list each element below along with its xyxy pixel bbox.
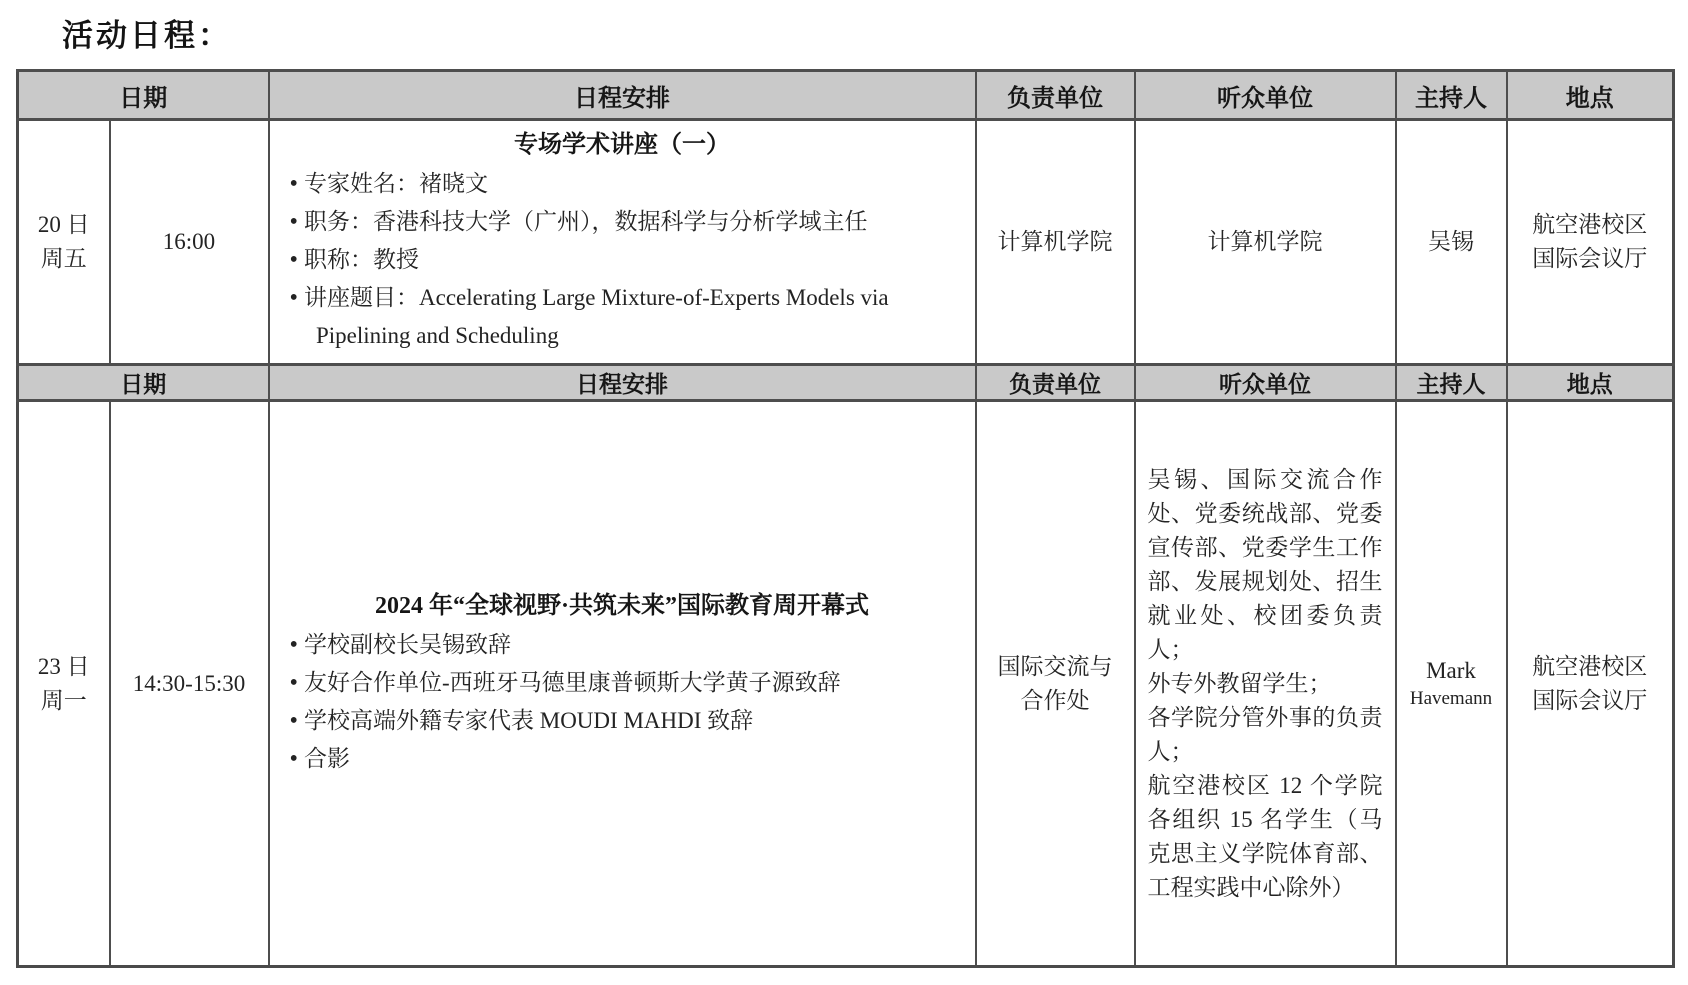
time-cell	[110, 120, 269, 365]
header-location: 地点	[1507, 365, 1674, 401]
schedule-list	[286, 626, 959, 778]
header-schedule: 日程安排	[269, 71, 976, 120]
schedule-item: • 学校副校长吴锡致辞	[290, 626, 959, 664]
host-name: 吴锡	[1428, 229, 1474, 254]
schedule-cell	[269, 401, 976, 967]
header-location: 地点	[1507, 71, 1674, 120]
header-date: 日期	[18, 365, 269, 401]
header-responsible: 负责单位	[976, 365, 1135, 401]
responsible-cell	[976, 401, 1135, 967]
schedule-item: • 职称：教授	[290, 241, 959, 279]
location-cell	[1507, 120, 1674, 365]
header-schedule: 日程安排	[269, 365, 976, 401]
host-first-name: Mark	[1426, 657, 1476, 683]
audience-cell	[1135, 401, 1396, 967]
table-row-monday-opening	[18, 401, 1674, 967]
audience-unit: 计算机学院	[1207, 229, 1323, 254]
header-responsible: 负责单位	[976, 71, 1135, 120]
date-day-cell	[18, 120, 110, 365]
location-hall: 国际会议厅	[1532, 246, 1648, 271]
location-campus: 航空港校区	[1532, 653, 1648, 679]
responsible-unit: 国际交流与	[997, 653, 1113, 679]
audience-paragraph: 吴锡、国际交流合作处、党委统战部、党委宣传部、党委学生工作部、发展规划处、招生就业处、校团委负责人；	[1147, 466, 1383, 662]
host-cell	[1396, 120, 1507, 365]
date-weekday: 周一	[40, 687, 87, 713]
audience-cell	[1135, 120, 1396, 365]
page-title: 活动日程：	[62, 18, 232, 53]
date-weekday: 周五	[40, 246, 87, 271]
header-row-1	[18, 71, 1674, 120]
audience-paragraph: 外专外教留学生；	[1147, 670, 1332, 696]
audience-paragraph: 航空港校区 12 个学院各组织 15 名学生（马克思主义学院体育部、工程实践中心除外）	[1147, 772, 1383, 900]
responsible-unit: 合作处	[1020, 687, 1090, 713]
header-host: 主持人	[1396, 71, 1507, 120]
location-hall: 国际会议厅	[1532, 687, 1648, 713]
schedule-item: • 专家姓名：褚晓文	[290, 165, 959, 203]
time-value: 14:30-15:30	[132, 670, 246, 696]
schedule-item: • 讲座题目：Accelerating Large Mixture-of-Experts Models via Pipelining and Scheduling	[290, 279, 959, 355]
schedule-item: • 职务：香港科技大学（广州），数据科学与分析学域主任	[290, 203, 959, 241]
schedule-table	[16, 69, 1675, 968]
table-row-friday-lecture	[18, 120, 1674, 365]
schedule-list	[286, 165, 959, 355]
schedule-title: 2024 年“全球视野·共筑未来”国际教育周开幕式	[374, 592, 869, 619]
location-cell	[1507, 401, 1674, 967]
header-audience: 听众单位	[1135, 365, 1396, 401]
schedule-item: • 友好合作单位-西班牙马德里康普顿斯大学黄子源致辞	[290, 664, 959, 702]
responsible-cell	[976, 120, 1135, 365]
date-day: 20 日	[37, 212, 90, 237]
date-day: 23 日	[37, 653, 90, 679]
header-row-2	[18, 365, 1674, 401]
schedule-item: • 合影	[290, 740, 959, 778]
header-date: 日期	[18, 71, 269, 120]
time-cell	[110, 401, 269, 967]
header-audience: 听众单位	[1135, 71, 1396, 120]
schedule-item: • 学校高端外籍专家代表 MOUDI MAHDI 致辞	[290, 702, 959, 740]
host-cell	[1396, 401, 1507, 967]
audience-paragraph: 各学院分管外事的负责人；	[1147, 704, 1383, 764]
location-campus: 航空港校区	[1532, 212, 1648, 237]
date-day-cell	[18, 401, 110, 967]
schedule-title: 专场学术讲座（一）	[514, 132, 730, 158]
header-host: 主持人	[1396, 365, 1507, 401]
host-last-name: Havemann	[1409, 687, 1493, 709]
responsible-unit: 计算机学院	[997, 229, 1113, 254]
time-value: 16:00	[162, 229, 216, 254]
schedule-cell	[269, 120, 976, 365]
